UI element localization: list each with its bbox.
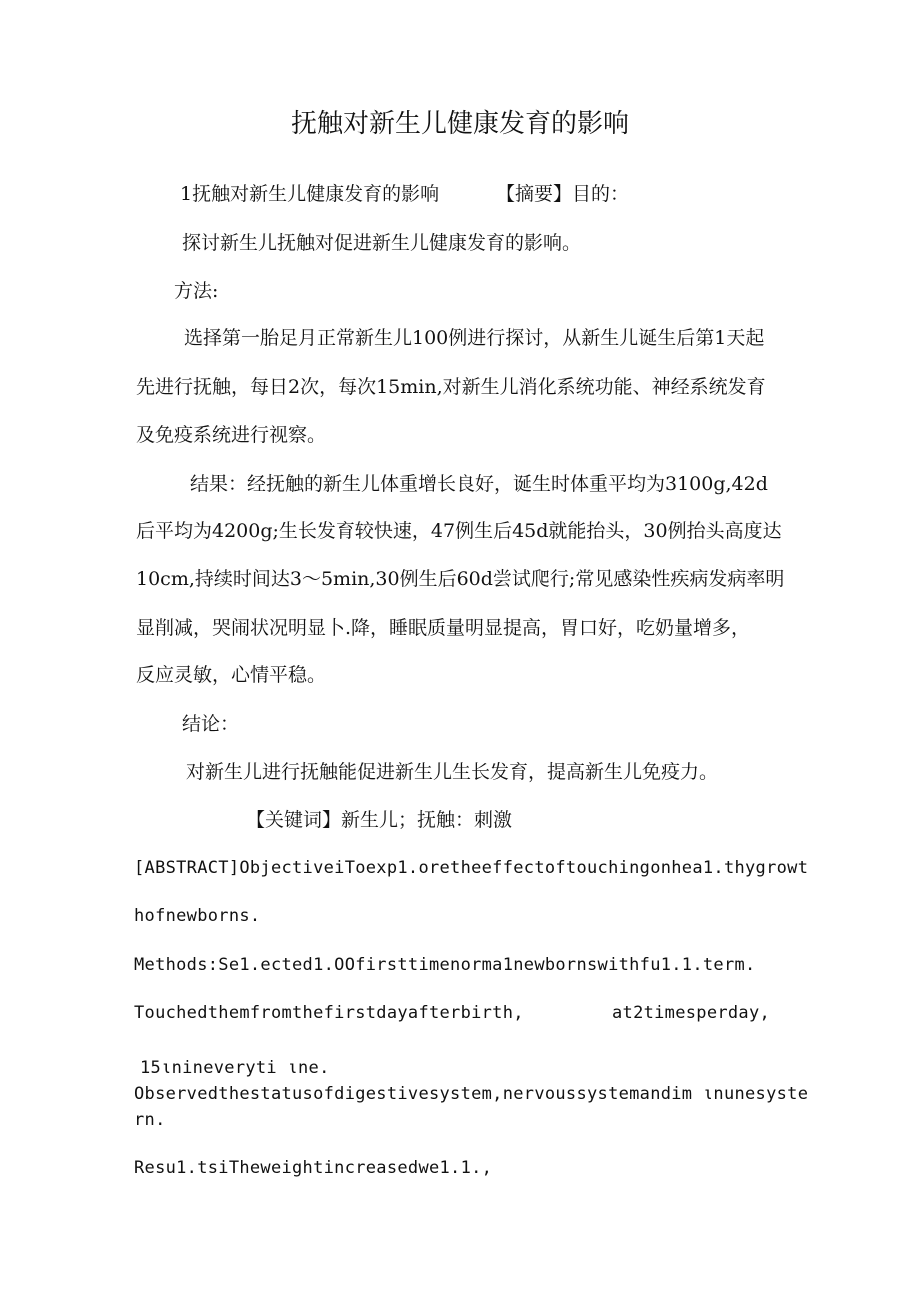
conclusion-label: 结论：: [182, 713, 240, 735]
methods-label: 方法:: [174, 280, 219, 302]
english-results-line: Resu1.tsiTheweightincreasedwe1.1.,: [134, 1158, 493, 1178]
purpose-text: 探讨新生儿抚触对促进新生儿健康发育的影响。: [182, 232, 582, 254]
heading-line: 1抚触对新生儿健康发育的影响: [180, 183, 440, 205]
results-line-4: 显削减，哭闹状况明显卜.降，睡眠质量明显提高，胃口好，吃奶量增多，: [136, 617, 751, 639]
english-methods-line: Methods:Se1.ected1.OOfirsttimenorma1newbornswithfu1.1.term.: [134, 955, 756, 975]
results-line-3: 10cm,持续时间达3～5min,30例生后60d尝试爬行;常见感染性疾病发病率明: [136, 568, 785, 590]
english-touched-line-a: Touchedthemfromthefirstdayafterbirth,: [134, 1003, 524, 1023]
results-line-5: 反应灵敏，心情平稳。: [136, 664, 327, 686]
abstract-label: 【摘要】目的：: [496, 183, 630, 205]
english-observed-line-2: rn.: [134, 1110, 166, 1130]
results-line-1: 结果：经抚触的新生儿体重增长良好，诞生时体重平均为3100g,42d: [190, 473, 768, 495]
english-abstract-line-1: [ABSTRACT]ObjectiveiToexp1.oretheeffectoftouchingonhea1.thygrowt: [134, 858, 809, 878]
methods-line-2: 先进行抚触，每日2次，每次15min,对新生儿消化系统功能、神经系统发育: [136, 376, 766, 398]
keywords-line: 【关键词】新生儿；抚触：刺激: [246, 809, 513, 831]
methods-line-3: 及免疫系统进行视察。: [136, 424, 327, 446]
english-every-time-line: 15ιnineveryti ιne.: [140, 1058, 330, 1078]
english-touched-line-b: at2timesperday,: [612, 1003, 771, 1023]
document-title: 抚触对新生儿健康发育的影响: [290, 109, 629, 139]
english-abstract-line-2: hofnewborns.: [134, 906, 261, 926]
conclusion-text: 对新生儿进行抚触能促进新生儿生长发育，提高新生儿免疫力。: [186, 761, 719, 783]
english-observed-line-1: Observedthestatusofdigestivesystem,nervoussystemandim ιnunesyste: [134, 1084, 809, 1104]
methods-line-1: 选择第一胎足月正常新生儿100例进行探讨，从新生儿诞生后第1天起: [184, 327, 765, 349]
results-line-2: 后平均为4200g;生长发育较快速，47例生后45d就能抬头，30例抬头高度达: [136, 520, 782, 542]
